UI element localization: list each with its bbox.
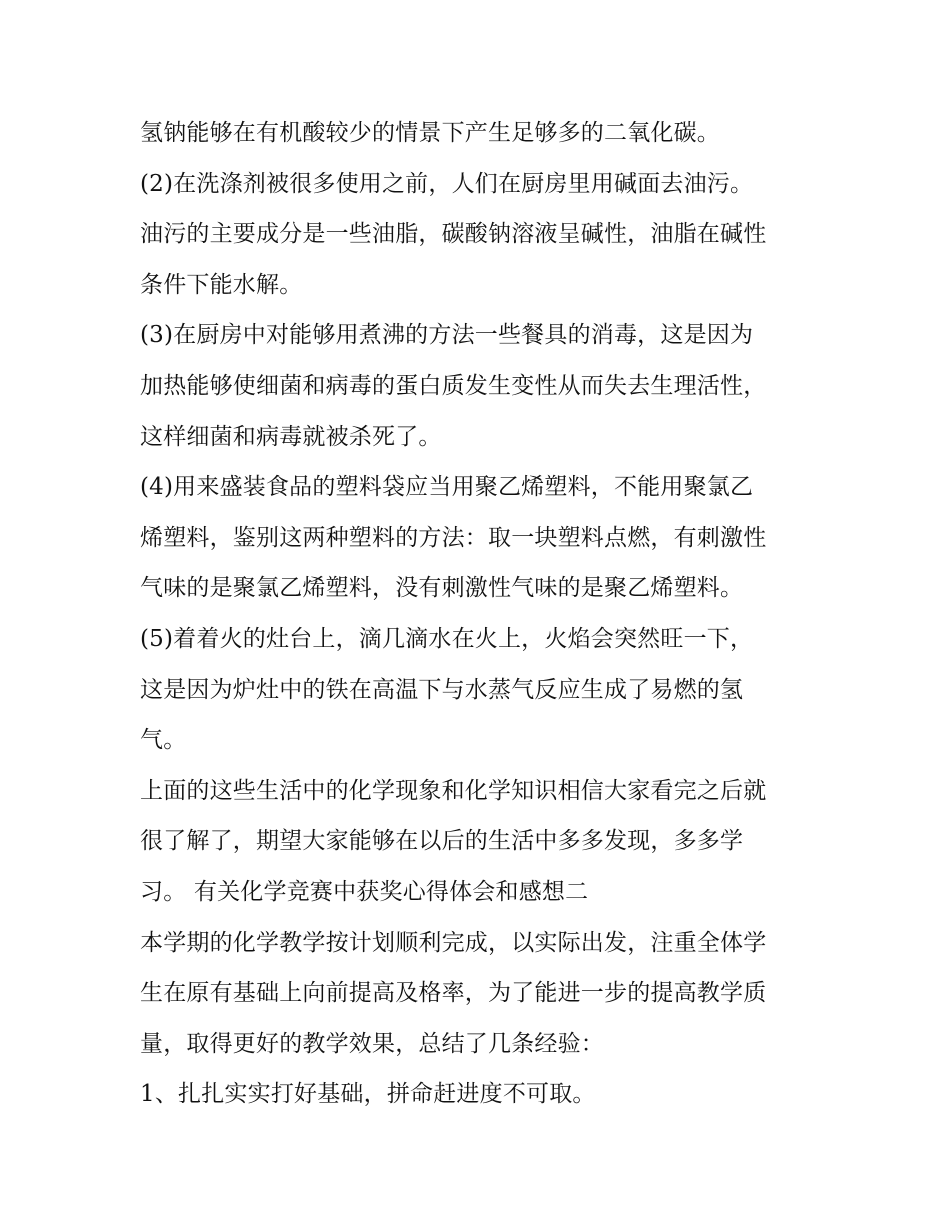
text-line: 氢钠能够在有机酸较少的情景下产生足够多的二氧化碳。 bbox=[140, 120, 720, 146]
text-line: 气。 bbox=[140, 727, 187, 754]
text-line: 这样细菌和病毒就被杀死了。 bbox=[140, 423, 442, 450]
text-line: (5)着着火的灶台上，滴几滴水在火上，火焰会突然旺一下， bbox=[140, 625, 754, 652]
text-line: 气味的是聚氯乙烯塑料，没有刺激性气味的是聚乙烯塑料。 bbox=[140, 575, 744, 602]
text-line: 很了解了，期望大家能够在以后的生活中多多发现，多多学 bbox=[140, 828, 744, 855]
text-line: 上面的这些生活中的化学现象和化学知识相信大家看完之后就 bbox=[140, 777, 767, 804]
text-line: 加热能够使细菌和病毒的蛋白质发生变性从而失去生理活性， bbox=[140, 372, 767, 399]
text-line: (4)用来盛装食品的塑料袋应当用聚乙烯塑料，不能用聚氯乙 bbox=[140, 474, 754, 501]
text-line: (2)在洗涤剂被很多使用之前，人们在厨房里用碱面去油污。 bbox=[140, 170, 754, 197]
text-line: 这是因为炉灶中的铁在高温下与水蒸气反应生成了易燃的氢 bbox=[140, 676, 744, 703]
text-line: 习。 有关化学竞赛中获奖心得体会和感想二 bbox=[140, 878, 589, 905]
text-line: 本学期的化学教学按计划顺利完成，以实际出发，注重全体学 bbox=[140, 929, 767, 956]
text-line: 烯塑料，鉴别这两种塑料的方法：取一块塑料点燃，有刺激性 bbox=[140, 524, 767, 551]
text-line: 生在原有基础上向前提高及格率，为了能进一步的提高教学质 bbox=[140, 980, 767, 1007]
text-line: (3)在厨房中对能够用煮沸的方法一些餐具的消毒，这是因为 bbox=[140, 322, 754, 349]
text-line: 量，取得更好的教学效果，总结了几条经验： bbox=[140, 1030, 604, 1057]
text-line: 1、扎扎实实打好基础，拼命赶进度不可取。 bbox=[140, 1081, 596, 1108]
text-line: 条件下能水解。 bbox=[140, 271, 303, 298]
document-body bbox=[140, 108, 830, 1120]
text-line: 油污的主要成分是一些油脂，碳酸钠溶液呈碱性，油脂在碱性 bbox=[140, 221, 767, 248]
